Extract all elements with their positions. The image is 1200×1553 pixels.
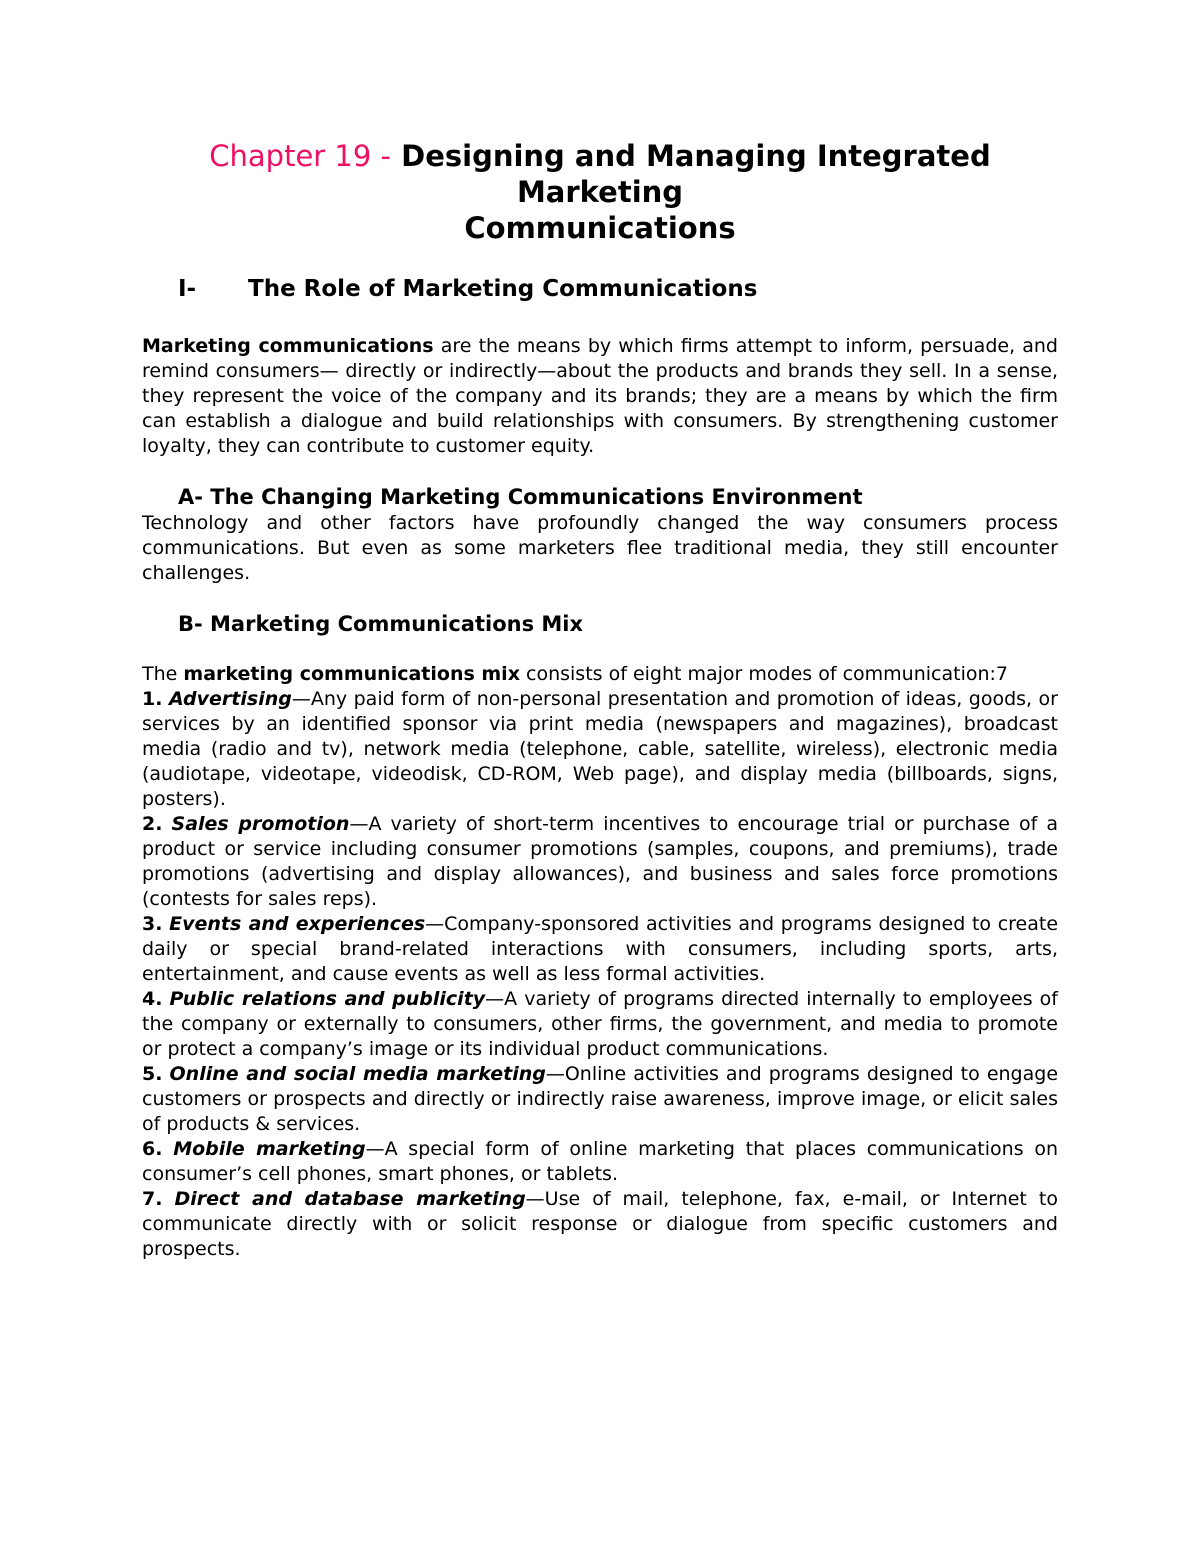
intro-term: Marketing communications	[142, 335, 434, 357]
document-title	[142, 138, 1058, 246]
item-term: Direct and database marketing	[174, 1188, 526, 1210]
item-term: Mobile marketing	[173, 1138, 366, 1160]
item-text: —A variety of short-term incentives to encourage trial or purchase of a product or service including consumer promotions (samples, coupons, and premiums), trade promotions (advertising and display allowances), and business and sales force promotions (contests for sales reps).	[142, 813, 1058, 910]
subsection-b-heading: B- Marketing Communications Mix	[178, 612, 584, 636]
list-item	[142, 812, 1058, 912]
intro-text: are the means by which firms attempt to inform, persuade, and remind consumers— directly or indirectly—about the products and brands they sell. In a sense, they represent the voice of the company and its brands; they are a means by which the firm can establish a dialogue and build relationships with consumers. By strengthening customer loyalty, they can contribute to customer equity.	[142, 335, 1058, 457]
mix-intro-pre: The	[142, 663, 184, 685]
intro-paragraph	[142, 334, 1058, 459]
item-number: 2.	[142, 813, 163, 835]
item-term: Sales promotion	[171, 813, 350, 835]
title-line-1	[142, 138, 1058, 174]
item-term: Advertising	[168, 688, 292, 710]
title-line-3: Communications	[464, 211, 736, 245]
item-term: Online and social media marketing	[169, 1063, 546, 1085]
subsection-a-paragraph: Technology and other factors have profoundly changed the way consumers process communications. But even as some marketers flee traditional media, they still encounter challenges.	[142, 512, 1058, 584]
mix-intro-term: marketing communications mix	[183, 663, 520, 685]
section-heading-text: The Role of Marketing Communications	[248, 276, 758, 302]
item-text: —A variety of programs directed internally to employees of the company or externally to consumers, other firms, the government, and media to promote or protect a company’s image or its individual product communications.	[142, 988, 1058, 1060]
subsection-a-heading: A- The Changing Marketing Communications Environment	[178, 485, 863, 509]
list-item	[142, 1062, 1058, 1137]
list-item	[142, 987, 1058, 1062]
list-item	[142, 1187, 1058, 1262]
title-line-2: Marketing	[516, 175, 684, 209]
list-item	[142, 1137, 1058, 1187]
section-heading	[178, 274, 1058, 304]
item-term: Public relations and publicity	[169, 988, 486, 1010]
list-item	[142, 912, 1058, 987]
item-text: —Online activities and programs designed to engage customers or prospects and directly or indirectly raise awareness, improve image, or elicit sales of products & services.	[142, 1063, 1059, 1135]
item-number: 5.	[142, 1063, 163, 1085]
chapter-label: Chapter 19 -	[209, 139, 392, 173]
item-number: 3.	[142, 913, 163, 935]
item-number: 6.	[142, 1138, 163, 1160]
item-number: 1.	[142, 688, 163, 710]
mix-intro-post: consists of eight major modes of communication:7	[519, 663, 1009, 685]
section-number: I-	[178, 276, 197, 302]
item-text: —A special form of online marketing that places communications on consumer’s cell phones, smart phones, or tablets.	[142, 1138, 1058, 1185]
item-text: —Company-sponsored activities and programs designed to create daily or special brand-related interactions with consumers, including sports, arts, entertainment, and cause events as well as less formal activities.	[142, 913, 1059, 985]
item-text: —Any paid form of non-personal presentation and promotion of ideas, goods, or services by an identified sponsor via print media (newspapers and magazines), broadcast media (radio and tv), network media (telephone, cable, satellite, wireless), electronic media (audiotape, videotape, videodisk, CD-ROM, Web page), and display media (billboards, signs, posters).	[142, 688, 1058, 810]
mix-intro-paragraph	[142, 662, 1058, 687]
list-item	[142, 687, 1058, 812]
document-page	[142, 138, 1058, 1262]
item-term: Events and experiences	[169, 913, 426, 935]
item-text: —Use of mail, telephone, fax, e-mail, or Internet to communicate directly with or solicit response or dialogue from specific customers and prospects.	[142, 1188, 1058, 1260]
item-number: 7.	[142, 1188, 163, 1210]
title-text-1: Designing and Managing Integrated	[401, 139, 991, 173]
mix-list	[142, 687, 1058, 1262]
item-number: 4.	[142, 988, 163, 1010]
